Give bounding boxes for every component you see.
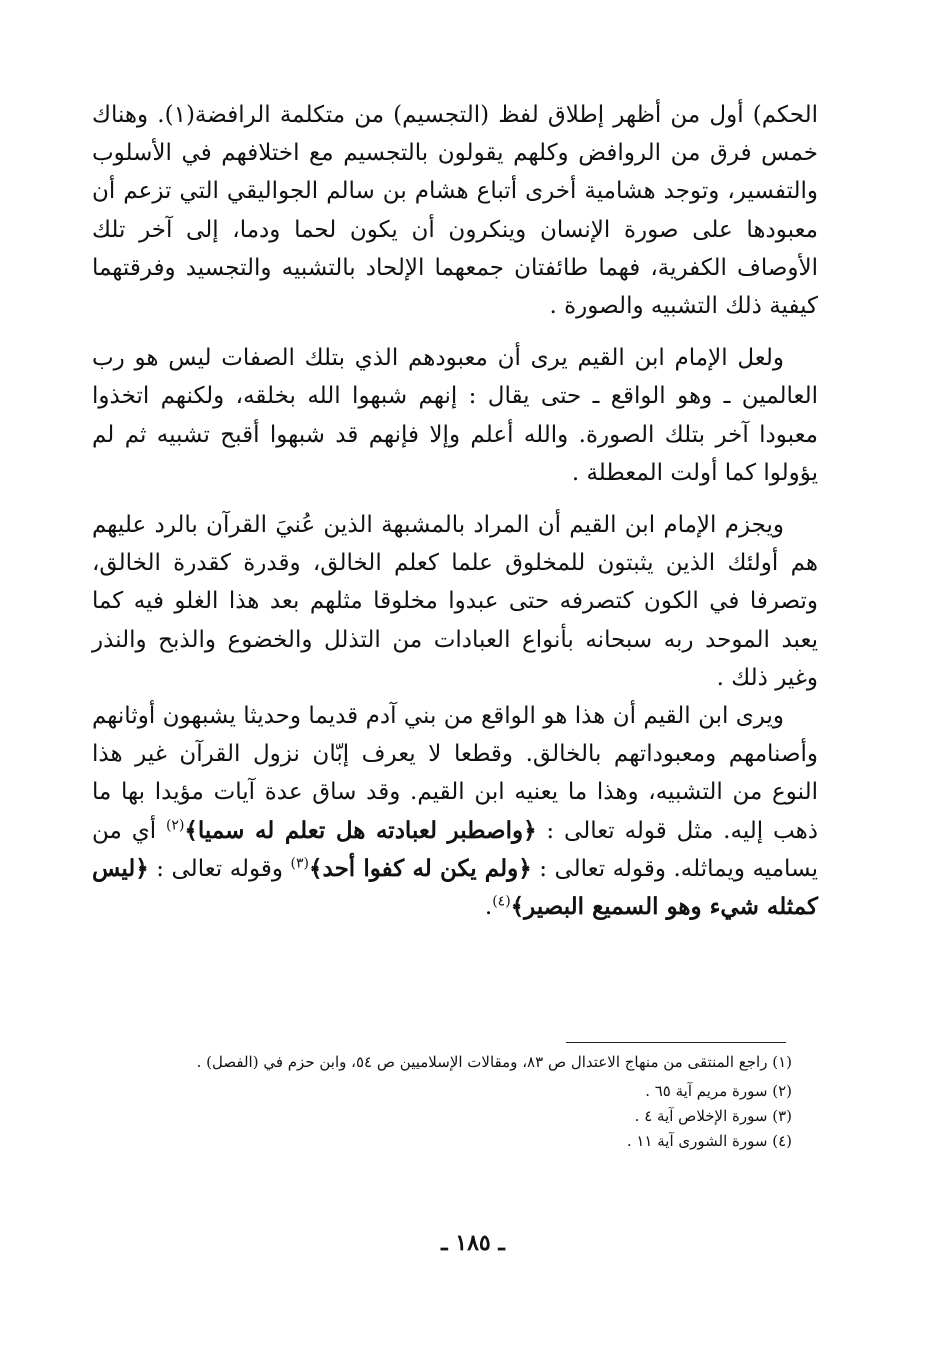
paragraph-4-text-2: أي من يساميه ويماثله. وقوله تعالى : bbox=[92, 817, 818, 882]
quran-verse-2: ﴿ولم يكن له كفوا أحد﴾ bbox=[309, 854, 532, 882]
quran-verse-3: ﴿ليس كمثله شيء وهو السميع البصير﴾ bbox=[92, 854, 818, 921]
paragraph-2: ولعل الإمام ابن القيم يرى أن معبودهم الذي بتلك الصفات ليس هو رب العالمين ـ وهو الواقع ـ حتى يقال : إنهم شبهوا الله بخلقه، ولكنهم اتخذوا معبودا آخر بتلك الصورة. والله أعلم وإلا فإنهم قد شبهوا أقبح تشبيه ثم لم يؤولوا كما أولت المعطلة . bbox=[92, 345, 818, 486]
paragraph-4-text-3: وقوله تعالى : bbox=[148, 855, 291, 882]
quran-verse-1: ﴿واصطبر لعبادته هل تعلم له سميا﴾ bbox=[184, 816, 537, 844]
paragraph-1: الحكم) أول من أظهر إطلاق لفظ (التجسيم) من متكلمة الرافضة(١). وهناك خمس فرق من الروافض وكلهم يقولون بالتجسيم مع اختلافهم في الأسلوب والتفسير، وتوجد هشامية أخرى أتباع هشام بن سالم الجواليقي التي تزعم أن معبودها على صورة الإنسان وينكرون أن يكون لحما ودما، إلى آخر تلك الأوصاف الكفرية، فهما طائفتان جمعهما الإلحاد بالتشبيه والتجسيد وفرقتهما كيفية ذلك التشبيه والصورة . bbox=[92, 102, 818, 320]
footnote-ref-4: (٤) bbox=[492, 893, 511, 910]
footnote-divider bbox=[566, 1042, 786, 1043]
paragraph-4-text-4: . bbox=[484, 894, 493, 921]
footnote-1: (١) راجع المنتقى من منهاج الاعتدال ص ٨٣، ومقالات الإسلاميين ص ٥٤، وابن حزم في (الفصل) . bbox=[196, 1053, 792, 1071]
footnote-ref-3: (٣) bbox=[290, 855, 310, 872]
footnotes bbox=[84, 1050, 792, 1154]
paragraph-4 bbox=[92, 697, 818, 926]
footnote-3: (٣) سورة الإخلاص آية ٤ . bbox=[634, 1107, 792, 1125]
main-text bbox=[92, 96, 818, 926]
paragraph-4-text-1: ويرى ابن القيم أن هذا هو الواقع من بني آدم قديما وحديثا يشبهون أوثانهم وأصنامهم ومعبوداتهم بالخالق. وقطعا لا يعرف إبّان نزول القرآن غير هذا النوع من التشبيه، وهذا ما يعنيه ابن القيم. وقد ساق عدة آيات مؤيدا بها ما ذهب إليه. مثل قوله تعالى : bbox=[92, 703, 818, 844]
page-number: ـ ١٨٥ ـ bbox=[441, 1230, 505, 1256]
footnote-2: (٢) سورة مريم آية ٦٥ . bbox=[645, 1082, 792, 1100]
paragraph-3: ويجزم الإمام ابن القيم أن المراد بالمشبهة الذين عُنيَ القرآن بالرد عليهم هم أولئك الذين يثبتون للمخلوق علما كعلم الخالق، وقدرة كقدرة الخالق، وتصرفا في الكون كتصرفه حتى عبدوا مخلوقا مثلهم بعد هذا الغلو فيه كما يعبد الموحد ربه سبحانه بأنواع العبادات من التذلل والخضوع والذبح والنذر وغير ذلك . bbox=[92, 512, 819, 691]
footnote-ref-2: (٢) bbox=[165, 817, 185, 833]
footnote-4: (٤) سورة الشورى آية ١١ . bbox=[626, 1132, 792, 1150]
